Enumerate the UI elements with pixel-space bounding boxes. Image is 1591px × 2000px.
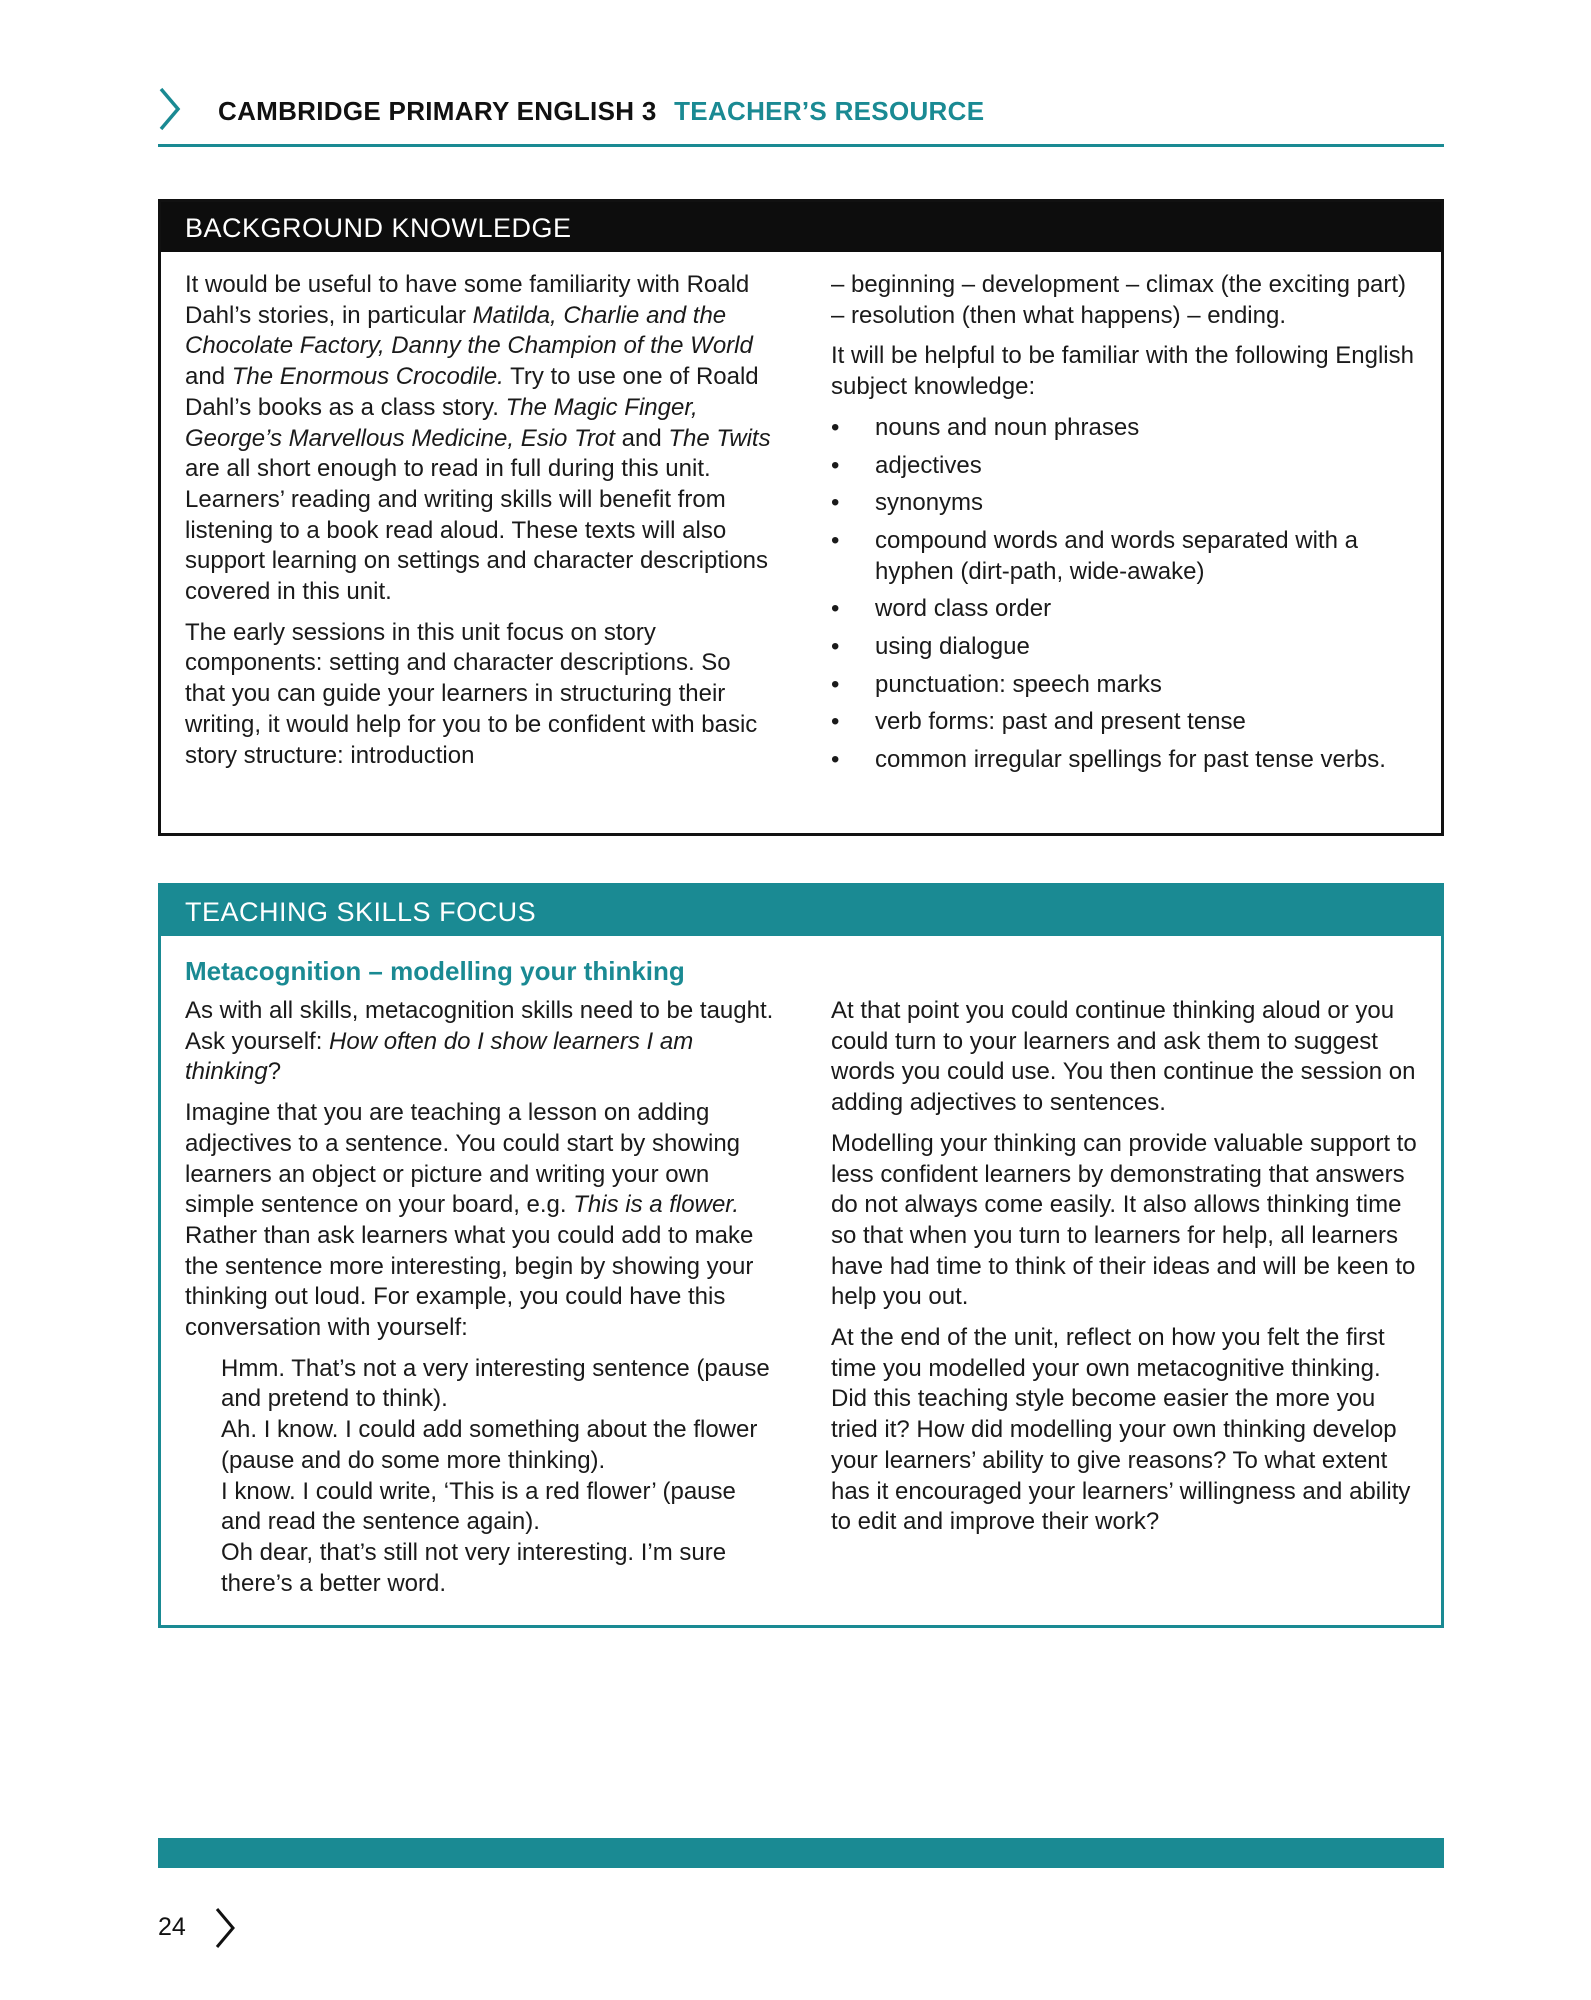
book-subtitle: TEACHER’S RESOURCE — [674, 96, 985, 126]
ts-paragraph-4: Modelling your thinking can provide valuable support to less confident learners by demonstrating that answers do not always come easily. It also allows thinking time so that when you turn to learners for help, all learners have had time to think of their ideas and will be keen to help you out. — [831, 1129, 1417, 1311]
footer-bar — [158, 1838, 1444, 1868]
text-run: and — [614, 424, 669, 452]
list-item: • common irregular spellings for past tense verbs. — [831, 745, 1421, 776]
list-item: • synonyms — [831, 488, 1421, 519]
text-run: Rather than ask learners what you could add to make the sentence more interesting, begin by showing your thinking out loud. For example, you could have this conversation with yourself: — [185, 1221, 754, 1342]
italic-question: How often do I show learners I am thinking — [185, 1027, 694, 1086]
italic-example: This is a flower. — [573, 1191, 740, 1219]
bk-paragraph-4: It will be helpful to be familiar with the following English subject knowledge: — [831, 342, 1414, 401]
list-item: • compound words and words separated with a hyphen (dirt-path, wide-awake) — [831, 526, 1421, 587]
ts-paragraph-5: At the end of the unit, reflect on how you felt the first time you modelled your own metacognitive thinking. Did this teaching style become easier the more you tried it? How did modelling your own thinking develop your learners’ ability to give reasons? To what extent has it encouraged your learners’ willingness and ability to edit and improve their work? — [831, 1324, 1411, 1536]
ts-paragraph-2 — [185, 1098, 775, 1344]
bk-paragraph-2: The early sessions in this unit focus on story components: setting and character descriptions. So that you can guide your learners in structuring their writing, it would help for you to be confident with basic story structure: introduction — [185, 618, 758, 769]
list-item: • nouns and noun phrases — [831, 413, 1421, 444]
quote-line: I know. I could write, ‘This is a red flower’ (pause and read the sentence again). — [221, 1477, 736, 1536]
book-title-italic: The Enormous Crocodile. — [231, 363, 504, 391]
book-title: CAMBRIDGE PRIMARY ENGLISH 3 — [218, 96, 657, 126]
bk-paragraph-1 — [185, 270, 775, 608]
quote-line: Oh dear, that’s still not very interesting. I’m sure there’s a better word. — [221, 1538, 727, 1597]
text-run: As with all skills, metacognition skills need to be taught. Ask yourself: — [185, 997, 774, 1055]
text-run: ? — [267, 1058, 282, 1086]
list-item: • using dialogue — [831, 632, 1421, 663]
chevron-right-icon — [158, 86, 182, 132]
quote-line: Ah. I know. I could add something about the flower (pause and do some more thinking). — [221, 1416, 758, 1474]
page-number: 24 — [158, 1913, 186, 1941]
teaching-skills-heading: TEACHING SKILLS FOCUS — [161, 886, 1441, 936]
thinking-aloud-quote — [185, 1354, 775, 1600]
subject-knowledge-list — [831, 413, 1421, 776]
page-header — [158, 86, 1444, 148]
text-run: Try to use one of Roald Dahl’s books as a class story. — [185, 363, 759, 421]
list-item: • verb forms: past and present tense — [831, 707, 1421, 738]
book-titles-italic: Matilda, Charlie and the Chocolate Factory, Danny the Champion of the World — [185, 301, 753, 360]
book-titles-italic: The Magic Finger, George’s Marvellous Medicine, Esio Trot — [185, 393, 698, 452]
background-knowledge-box — [158, 199, 1444, 836]
bk-paragraph-3: – beginning – development – climax (the exciting part) – resolution (then what happens) – ending. — [831, 271, 1406, 329]
text-run: are all short enough to read in full during this unit. Learners’ reading and writing skills will benefit from listening to a book read aloud. These texts will also support learning on settings and character descriptions covered in this unit. — [185, 455, 769, 606]
teaching-skills-box — [158, 883, 1444, 1628]
book-title-italic: The Twits — [668, 424, 771, 452]
header-text — [218, 96, 984, 127]
teaching-skills-right-column — [831, 996, 1421, 1548]
background-knowledge-right-column — [831, 270, 1421, 783]
header-rule — [158, 144, 1444, 147]
text-run: Imagine that you are teaching a lesson on adding adjectives to a sentence. You could start by showing learners an object or picture and writing your own simple sentence on your board, e.g. — [185, 1099, 741, 1219]
text-run: It would be useful to have some familiarity with Roald Dahl’s stories, in particular — [185, 271, 750, 329]
quote-line: Hmm. That’s not a very interesting sentence (pause and pretend to think). — [221, 1354, 770, 1413]
teaching-skills-left-column — [185, 996, 775, 1599]
background-knowledge-left-column — [185, 270, 775, 781]
list-item: • punctuation: speech marks — [831, 670, 1421, 701]
list-item: • word class order — [831, 594, 1421, 625]
background-knowledge-heading: BACKGROUND KNOWLEDGE — [161, 202, 1441, 252]
chevron-right-icon — [214, 1906, 236, 1950]
list-item: • adjectives — [831, 451, 1421, 482]
text-run: and — [185, 363, 232, 391]
ts-paragraph-1 — [185, 996, 775, 1088]
teaching-skills-subheading: Metacognition – modelling your thinking — [185, 956, 685, 986]
ts-paragraph-3: At that point you could continue thinking aloud or you could turn to your learners and ask them to suggest words you could use. You then continue the session on adding adjectives to sentences. — [831, 997, 1416, 1117]
